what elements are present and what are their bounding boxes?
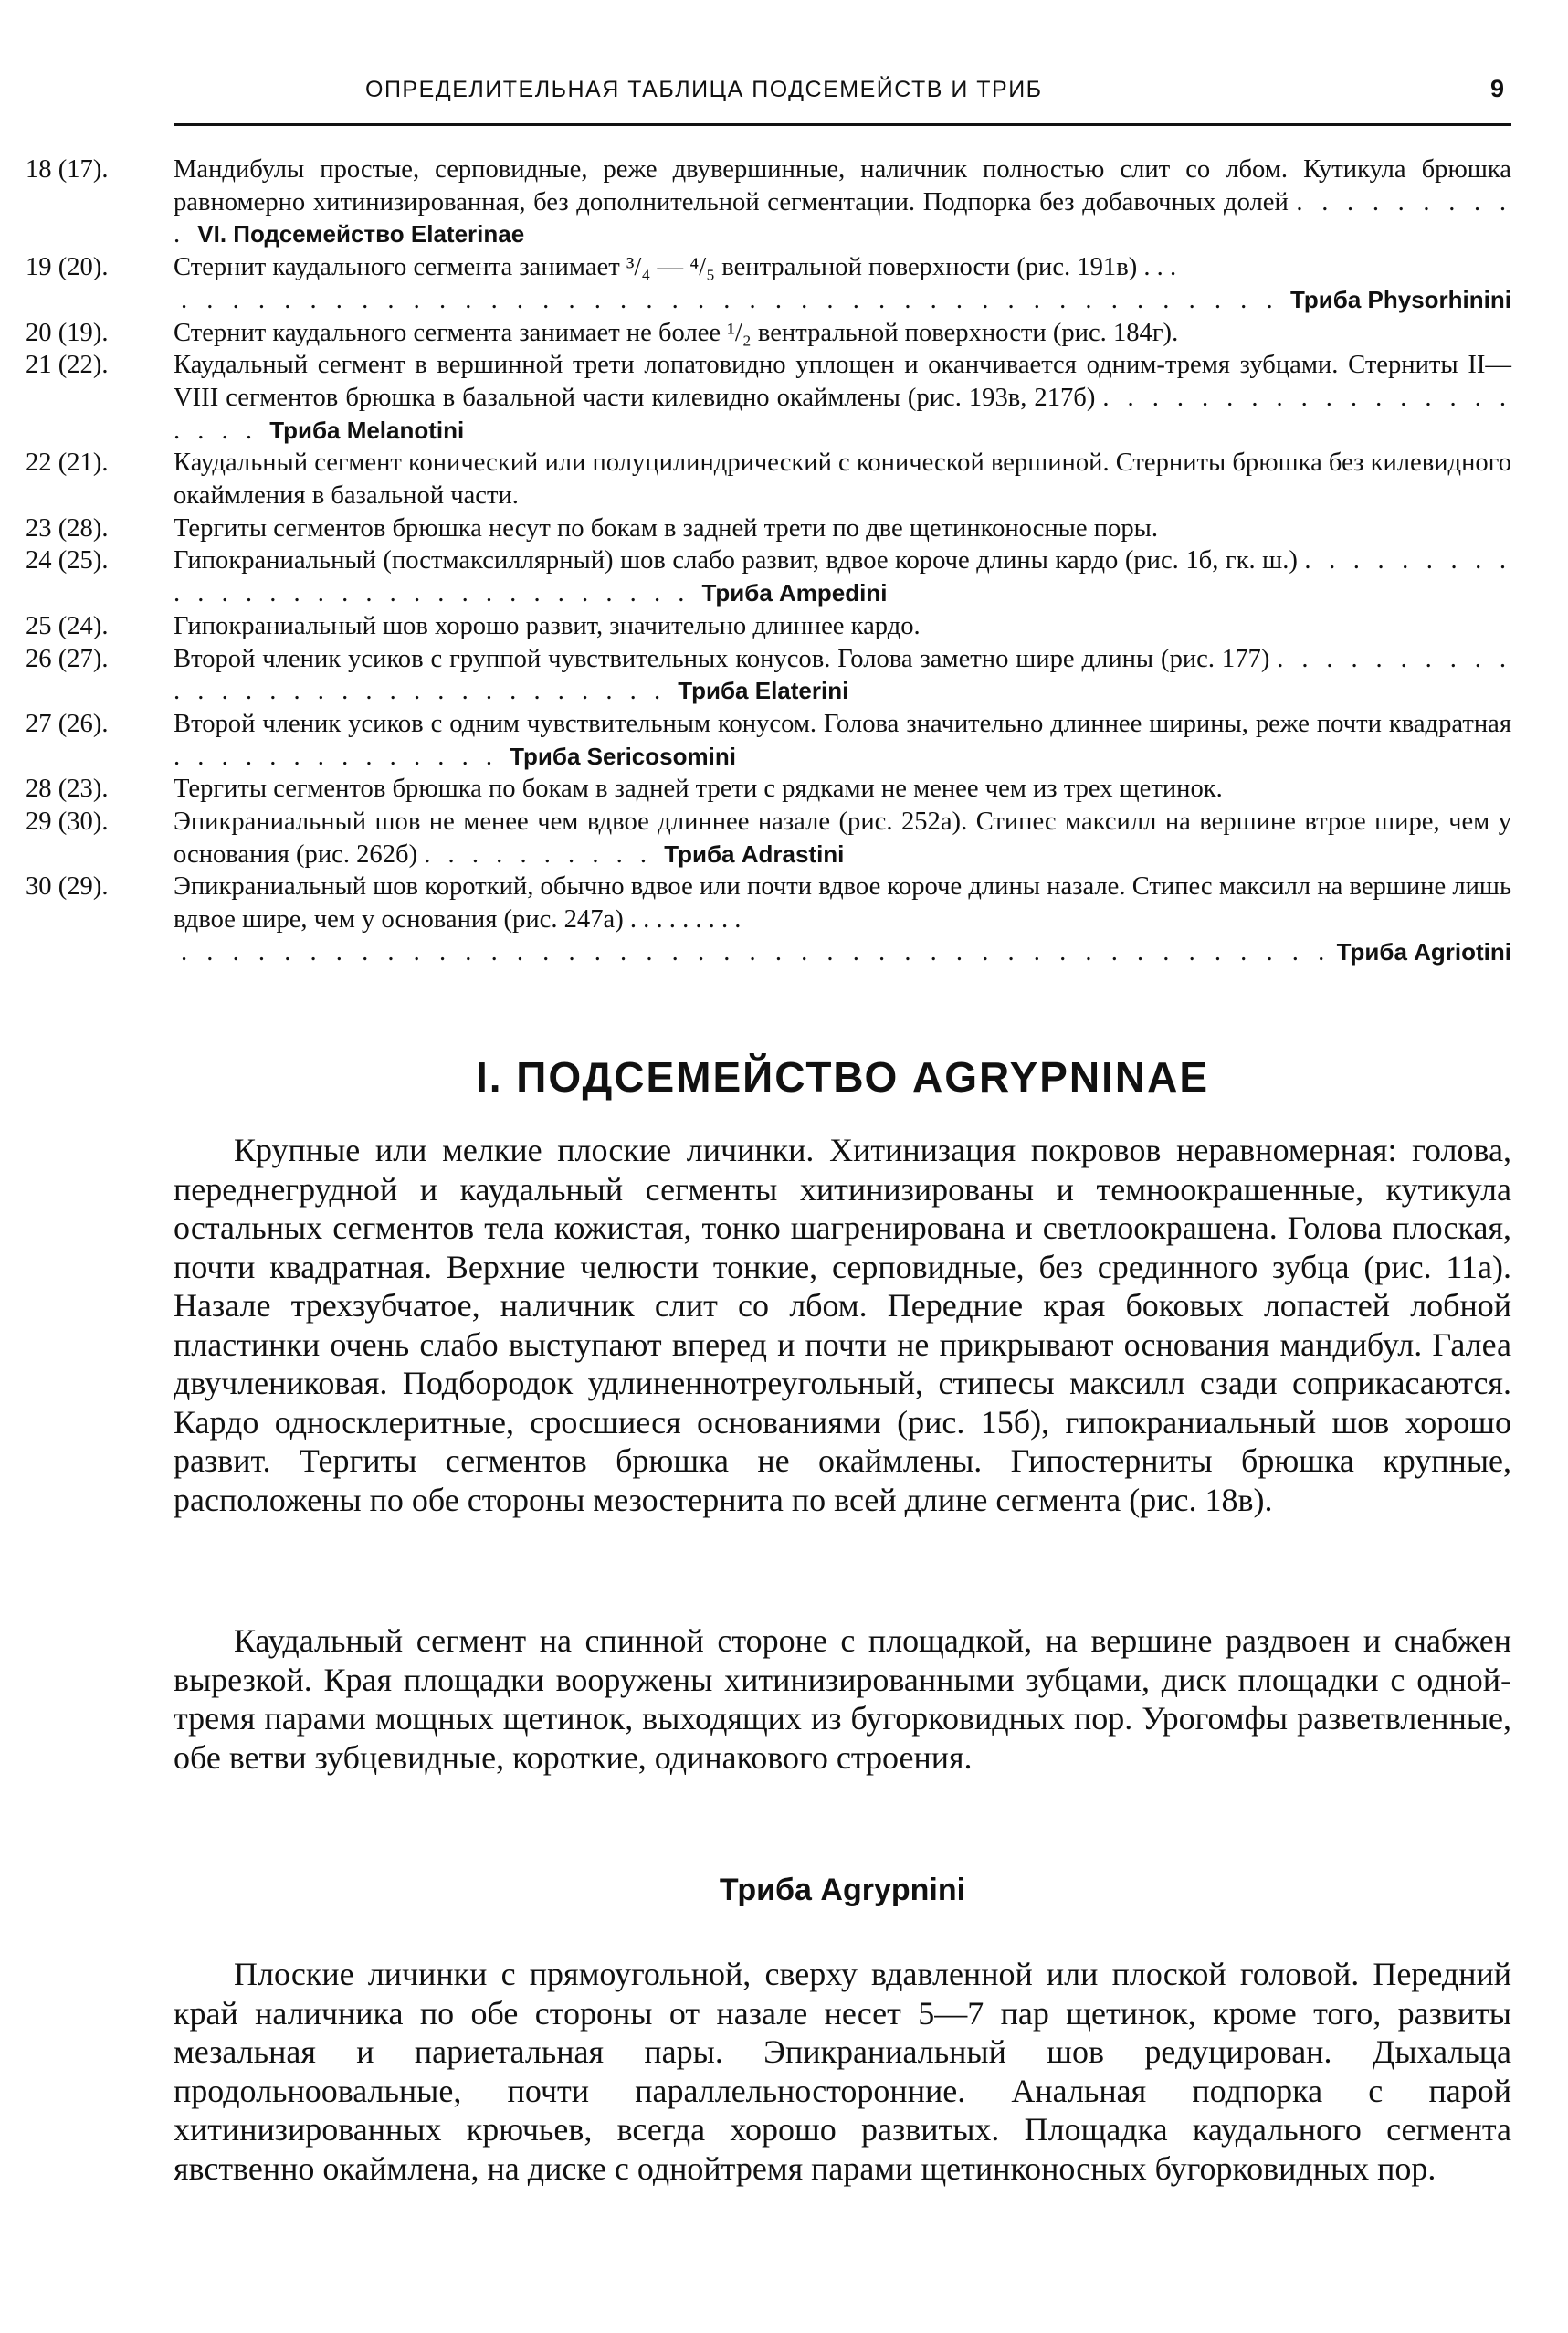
paragraph: Крупные или мелкие плоские личинки. Хитинизация покровов неравномерная: голова, переднегрудной и каудальный сегменты хитинизированы и темноокрашенные, кутикула остальных сегментов тела кожистая, тонко шагренирована и светлоокрашена. Голова плоская, почти квадратная. Верхние челюсти тонкие, серповидные, без срединного зубца (рис. 11а). Назале трехзубчатое, наличник слит со лбом. Передние края боковых лопастей лобной пластинки очень слабо выступают вперед и почти не прикрывают основания мандибул. Галеа двучлениковая. Подбородок удлиненнотреугольный, стипесы максилл сзади соприкасаются. Кардо односклеритные, сросшиеся основаниями (рис. 15б), гипокраниальный шов хорошо развит. Тергиты сегментов брюшка не окаймлены. Гипостерниты брюшка крупные, расположены по обе стороны мезостернита по всей длине сегмента (рис. 18в).: [174, 1132, 1511, 1518]
key-entry: [26, 773, 1511, 806]
key-entry: 30 (29). Эпикраниальный шов короткий, обычно вдвое или почти вдвое короче длины назале. Стипес максилл на вершине лишь вдвое шире, чем у основания (рис. 247а) . . . . . . . . . . . . Триба Agriotini: [26, 871, 1511, 968]
key-entry-text: Эпикраниальный шов короткий, обычно вдвое или почти вдвое короче длины назале. Стипес максилл на вершине лишь вдвое шире, чем у основания (рис. 247а): [174, 872, 1511, 934]
key-entry-number: 21 (22).: [26, 351, 109, 380]
key-entry-number: 26 (27).: [26, 644, 109, 673]
key-entry-text: Гипокраниальный шов хорошо развит, значительно длиннее кардо.: [174, 611, 921, 640]
key-entry: 27 (26). Второй членик усиков с одним чувствительным конусом. Голова значительно длиннее ширины, реже почти квадратная . . . . . . . . . . . . . . Триба Sericosomini: [26, 708, 1511, 773]
key-entry-number: 22 (21).: [26, 449, 109, 478]
tribe-heading: Триба Agrypnini: [719, 1873, 966, 1907]
key-entry-number: 18 (17).: [26, 155, 109, 184]
key-entry-text: Тергиты сегментов брюшка несут по бокам в задней трети по две щетинконосные поры.: [174, 513, 1158, 543]
key-entry-result: Триба Adrastini: [664, 839, 845, 868]
running-title: ОПРЕДЕЛИТЕЛЬНАЯ ТАБЛИЦА ПОДСЕМЕЙСТВ И ТРИБ: [365, 77, 1043, 102]
key-entry: 21 (22). Каудальный сегмент в вершинной трети лопатовидно уплощен и оканчивается одним-тремя зубцами. Стерниты II—VIII сегментов брюшка в базальной части килевидно окаймлены (рис. 193в, 217б) . . . . . . . . . . . . . . . . . . . . . Триба Melanotini: [26, 349, 1511, 447]
key-entry-number: 25 (24).: [26, 611, 109, 640]
key-entry-result: Триба Agriotini: [1336, 937, 1511, 966]
key-entry-text: Тергиты сегментов брюшка по бокам в задней трети с рядками не менее чем из трех щетинок.: [174, 775, 1223, 804]
key-entry: [26, 512, 1511, 545]
subfamily-description: [174, 1131, 1511, 1519]
header-rule: [174, 123, 1511, 126]
paragraph: Плоские личинки с прямоугольной, сверху вдавленной или плоской головой. Передний край наличника по обе стороны от назале несет 5—7 пар щетинок, кроме того, развиты мезальная и париетальная пары. Эпикраниальный шов редуцирован. Дыхальца продольноовальные, почти параллельносторонние. Анальная подпорка с парой хитинизированных крючьев, всегда хорошо развитых. Площадка каудального сегмента явственно окаймлена, на диске с однойтремя парами щетинконосных бугорковидных пор.: [174, 1956, 1511, 2187]
running-header: [174, 73, 1511, 110]
key-entry-text: Стернит каудального сегмента занимает не более ¹/₂ вентральной поверхности (рис. 184г).: [174, 318, 1179, 347]
key-entry: 26 (27). Второй членик усиков с группой чувствительных конусов. Голова заметно шире длины (рис. 177) . . . . . . . . . . . . . . . . . . . . . . . . . . . . . . . Триба Elaterini: [26, 643, 1511, 708]
key-entry-number: 28 (23).: [26, 775, 109, 804]
key-entry-result: Триба Ampedini: [701, 579, 888, 607]
key-entry: [26, 317, 1511, 350]
key-entry-number: 20 (19).: [26, 318, 109, 347]
identification-key: [26, 153, 1511, 969]
key-entry-text: Второй членик усиков с группой чувствительных конусов. Голова заметно шире длины (рис. 177): [174, 644, 1270, 673]
paragraph: Каудальный сегмент на спинной стороне с площадкой, на вершине раздвоен и снабжен вырезкой. Края площадки вооружены хитинизированными зубцами, диск площадки с одной-тремя парами мощных щетинок, выходящих из бугорковидных пор. Урогомфы разветвленные, обе ветви зубцевидные, короткие, одинакового строения.: [174, 1622, 1511, 1776]
key-entry: [26, 447, 1511, 512]
key-entry-text: Мандибулы простые, серповидные, реже двувершинные, наличник полностью слит со лбом. Кутикула брюшка равномерно хитинизированная, без дополнительной сегментации. Подпорка без добавочных долей: [174, 155, 1511, 216]
key-entry-result: Триба Melanotini: [269, 416, 465, 444]
key-entry: 19 (20). Стернит каудального сегмента занимает ³/₄ — ⁴/₅ вентральной поверхности (рис. 191в) . . . . . . Триба Physorhinini: [26, 251, 1511, 316]
key-entry-text: Каудальный сегмент конический или полуцилиндрический с конической вершиной. Стерниты брюшка без килевидного окаймления в базальной части.: [174, 449, 1511, 511]
page-number: 9: [1489, 75, 1504, 102]
key-entry-number: 30 (29).: [26, 872, 109, 902]
key-entry-number: 24 (25).: [26, 546, 109, 575]
key-entry-number: 19 (20).: [26, 253, 109, 282]
key-entry-text: Эпикраниальный шов не менее чем вдвое длиннее назале (рис. 252а). Стипес максилл на вершине втрое шире, чем у основания (рис. 262б): [174, 808, 1511, 869]
key-entry-number: 29 (30).: [26, 808, 109, 837]
key-entry-result: VI. Подсемейство Elaterinae: [197, 220, 525, 248]
key-entry-text: Стернит каудального сегмента занимает ³/₄ — ⁴/₅ вентральной поверхности (рис. 191в): [174, 253, 1138, 282]
key-entry-text: Второй членик усиков с одним чувствительным конусом. Голова значительно длиннее ширины, реже почти квадратная: [174, 709, 1511, 738]
key-entry-result: Триба Sericosomini: [510, 742, 736, 770]
key-entry-number: 23 (28).: [26, 513, 109, 543]
key-entry: [26, 610, 1511, 643]
subfamily-heading: I. ПОДСЕМЕЙСТВО AGRYPNINAE: [475, 1053, 1210, 1101]
key-entry: 18 (17). Мандибулы простые, серповидные, реже двувершинные, наличник полностью слит со лбом. Кутикула брюшка равномерно хитинизированная, без дополнительной сегментации. Подпорка без добавочных долей . . . . . . . . . . VI. Подсемейство Elaterinae: [26, 153, 1511, 251]
key-entry-text: Гипокраниальный (постмаксиллярный) шов слабо развит, вдвое короче длины кардо (рис. 1б, гк. ш.): [174, 546, 1298, 575]
key-entry-number: 27 (26).: [26, 709, 109, 738]
key-entry: 24 (25). Гипокраниальный (постмаксиллярный) шов слабо развит, вдвое короче длины кардо (рис. 1б, гк. ш.) . . . . . . . . . . . . . . . . . . . . . . . . . . . . . . . Триба Ampedini: [26, 544, 1511, 609]
key-entry-result: Триба Elaterini: [678, 677, 849, 705]
key-entry: 29 (30). Эпикраниальный шов не менее чем вдвое длиннее назале (рис. 252а). Стипес максилл на вершине втрое шире, чем у основания (рис. 262б) . . . . . . . . . . Триба Adrastini: [26, 806, 1511, 871]
tribe-description: [174, 1955, 1511, 2188]
key-entry-text: Каудальный сегмент в вершинной трети лопатовидно уплощен и оканчивается одним-тремя зубцами. Стерниты II—VIII сегментов брюшка в базальной части килевидно окаймлены (рис. 193в, 217б): [174, 351, 1511, 412]
key-entry-result: Триба Physorhinini: [1290, 285, 1511, 313]
caudal-description: [174, 1621, 1511, 1777]
